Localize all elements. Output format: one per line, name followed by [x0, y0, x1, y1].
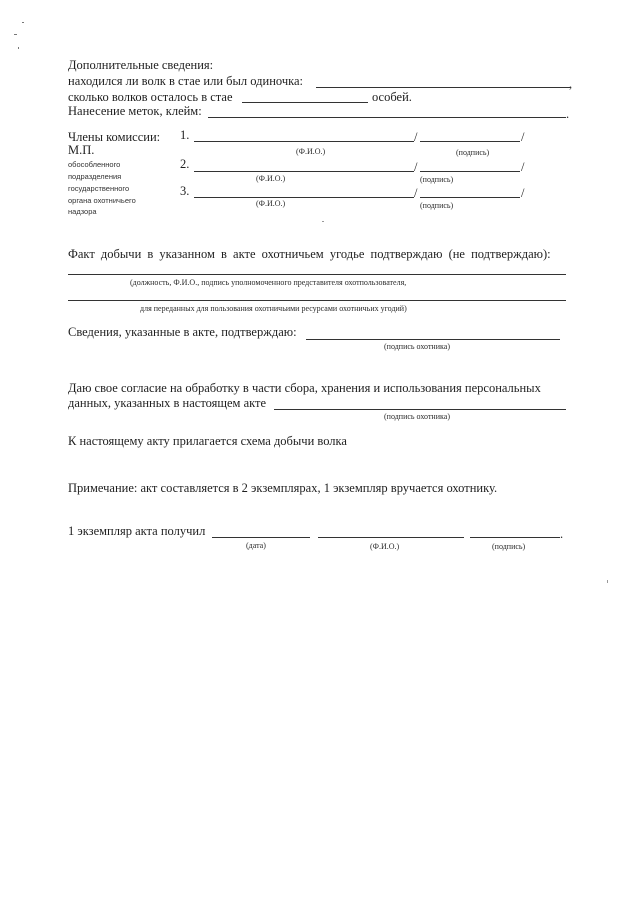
scan-speck	[322, 221, 324, 222]
consent-line-1: Даю свое согласие на обработку в части сбора, хранения и использования персональных	[68, 381, 541, 395]
received-date-line[interactable]	[212, 537, 310, 538]
hunter-confirm-text: Сведения, указанные в акте, подтверждаю:	[68, 325, 297, 339]
member-slash: /	[521, 160, 525, 174]
member-sign-line[interactable]	[420, 141, 520, 142]
member-sign-line[interactable]	[420, 171, 520, 172]
pack-question-label: находился ли волк в стае или был одиночка:	[68, 74, 304, 88]
received-fio-caption: (Ф.И.О.)	[370, 542, 400, 551]
received-date-caption: (дата)	[246, 541, 266, 550]
confirmation-line-1[interactable]	[68, 274, 566, 275]
member-fio-line[interactable]	[194, 141, 414, 142]
member-slash: /	[414, 160, 418, 174]
pack-answer-line[interactable]	[316, 87, 570, 88]
member-slash: /	[521, 186, 525, 200]
hunter-confirm-caption: (подпись охотника)	[384, 342, 450, 351]
additional-info-heading: Дополнительные сведения:	[68, 58, 214, 72]
received-period: .	[560, 527, 564, 541]
member-slash: /	[521, 130, 525, 144]
member-fio-line[interactable]	[194, 171, 414, 172]
member-number: 3.	[180, 184, 190, 198]
member-number: 1.	[180, 128, 190, 142]
stamp-label: М.П.	[68, 143, 95, 157]
stamp-caption-line: подразделения	[68, 172, 122, 181]
received-sign-line[interactable]	[470, 537, 560, 538]
member-slash: /	[414, 130, 418, 144]
confirmation-caption-2: для переданных для пользования охотничьими ресурсами охотничьих угодий)	[140, 304, 407, 313]
confirmation-caption-1: (должность, Ф.И.О., подпись уполномоченного представителя охотпользователя,	[130, 278, 407, 287]
member-fio-caption: (Ф.И.О.)	[296, 147, 326, 156]
stamp-caption-line: государственного	[68, 184, 130, 193]
marks-label: Нанесение меток, клейм:	[68, 104, 202, 118]
stamp-caption-line: надзора	[68, 207, 97, 216]
scan-speck	[22, 22, 24, 23]
note-text: Примечание: акт составляется в 2 экземплярах, 1 экземпляр вручается охотнику.	[68, 481, 498, 495]
stamp-caption-line: обособленного	[68, 160, 121, 169]
received-sign-caption: (подпись)	[492, 542, 526, 551]
marks-line[interactable]	[208, 117, 566, 118]
consent-line-2: данных, указанных в настоящем акте	[68, 396, 267, 410]
wolves-left-line[interactable]	[242, 102, 368, 103]
member-sign-caption: (подпись)	[420, 201, 454, 210]
member-fio-caption: (Ф.И.О.)	[256, 199, 286, 208]
consent-sign-line[interactable]	[274, 409, 566, 410]
hunter-confirm-line[interactable]	[306, 339, 560, 340]
scan-speck	[14, 34, 17, 35]
member-number: 2.	[180, 157, 190, 171]
member-fio-line[interactable]	[194, 197, 414, 198]
confirmation-line-2[interactable]	[68, 300, 566, 301]
wolves-left-suffix: особей.	[372, 90, 412, 104]
member-sign-caption: (подпись)	[420, 175, 454, 184]
member-sign-caption: (подпись)	[456, 148, 490, 157]
member-fio-caption: (Ф.И.О.)	[256, 174, 286, 183]
marks-period: .	[566, 107, 570, 121]
scan-speck	[607, 580, 608, 583]
member-slash: /	[414, 186, 418, 200]
stamp-caption-line: органа охотничьего	[68, 196, 136, 205]
pack-comma: ,	[569, 77, 573, 91]
confirmation-text: Факт добычи в указанном в акте охотничьем угодье подтверждаю (не подтверждаю):	[68, 247, 551, 261]
received-fio-line[interactable]	[318, 537, 464, 538]
attachment-text: К настоящему акту прилагается схема добычи волка	[68, 434, 347, 448]
commission-label: Члены комиссии:	[68, 130, 161, 144]
wolves-left-label: сколько волков осталось в стае	[68, 90, 233, 104]
received-text: 1 экземпляр акта получил	[68, 524, 206, 538]
scan-speck	[18, 47, 19, 49]
member-sign-line[interactable]	[420, 197, 520, 198]
consent-caption: (подпись охотника)	[384, 412, 450, 421]
